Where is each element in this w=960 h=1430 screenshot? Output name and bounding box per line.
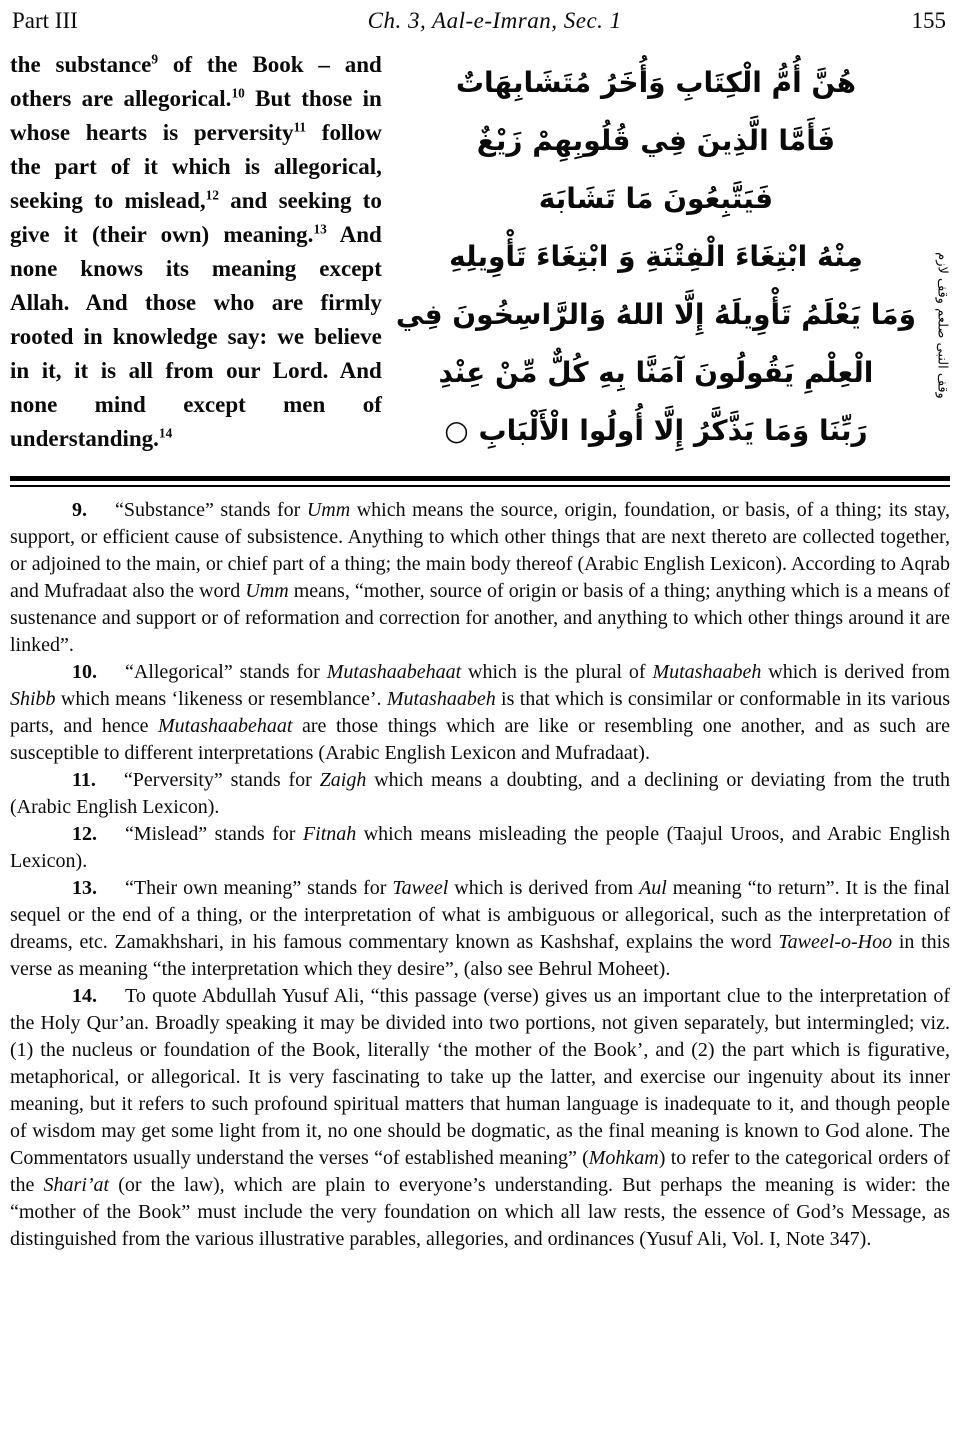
- text-run: which means a doubting, and a declining or deviating from the truth (Arabic English Lexicon).: [10, 769, 951, 818]
- text-run: the substance: [10, 52, 152, 77]
- text-run: “Allegorical” stands for: [125, 661, 327, 683]
- text-run: But those in whose hearts is perversity: [10, 86, 382, 145]
- transliterated-term: Mutashaabehaat: [326, 661, 462, 683]
- text-run: “Perversity” stands for: [123, 769, 320, 791]
- text-run: And none knows its meaning except Allah. And those who are firmly rooted in knowledge say: we believe in it, it is all from our Lord. And none mind except men of understanding.: [10, 222, 382, 451]
- footnote-ref: 13: [313, 221, 327, 237]
- text-run: is that which is consimilar or conformable in its various parts, and hence: [10, 688, 951, 737]
- footnote-number: 13.: [72, 877, 97, 899]
- footnote: [10, 983, 950, 1253]
- arabic-column: [382, 40, 950, 460]
- arabic-line: هُنَّ أُمُّ الْكِتَابِ وَأُخَرُ مُتَشَابِهَاتٌ: [455, 66, 857, 99]
- part-label: Part III: [12, 8, 78, 33]
- arabic-line: رَبِّنَا وَمَا يَذَّكَّرُ إِلَّا أُولُوا الْأَلْبَابِ ○: [444, 414, 868, 447]
- transliterated-term: Umm: [306, 499, 351, 521]
- footnote-ref: 14: [158, 425, 173, 441]
- text-run: which means ‘likeness or resemblance’.: [55, 688, 387, 710]
- section-divider: [10, 476, 950, 487]
- text-run: of the Book – and others are allegorical.: [10, 52, 382, 111]
- transliterated-term: Aul: [639, 877, 667, 899]
- footnote-number: 11.: [72, 769, 96, 791]
- text-run: and seeking to give it (their own) meaning.: [10, 188, 382, 247]
- footnote-ref: 11: [293, 119, 307, 135]
- transliterated-term: Taweel-o-Hoo: [778, 931, 893, 953]
- footnote: [10, 659, 950, 767]
- text-run: in this verse as meaning “the interpretation which they desire”, (also see Behrul Moheet).: [10, 931, 951, 980]
- translation-paragraph: [10, 40, 382, 460]
- text-run: are those things which are like or resembling one another, and as such are susceptible to different interpretations (Arabic English Lexicon and Mufradaat).: [10, 715, 951, 764]
- chapter-title: Ch. 3, Aal-e-Imran, Sec. 1: [367, 8, 622, 33]
- text-run: which is derived from: [761, 661, 950, 683]
- text-run: meaning “to return”. It is the final sequel or the end of a thing, or the interpretation of what is ambiguous or allegorical, such as the interpretation of dreams, etc. Zamakhshari, in his famous commentary known as Kashshaf, explains the word: [10, 877, 950, 953]
- footnote-number: 10.: [72, 661, 97, 683]
- transliterated-term: Fitnah: [302, 823, 357, 845]
- footnote: [10, 875, 950, 983]
- text-run: which means the source, origin, foundation, or basis, of a thing; its stay, support, or efficient cause of subsistence. Anything to which other things that are next thereto are collected together, or adjoined to the main, or chief part of a thing; the main body thereof (Arabic English Lexicon). According to Aqrab and Mufradaat also the word: [10, 499, 950, 602]
- text-run: which is the plural of: [461, 661, 653, 683]
- verse-section: [10, 40, 950, 460]
- text-run: which is derived from: [448, 877, 640, 899]
- transliterated-term: Mutashaabeh: [386, 688, 496, 710]
- text-run: which means misleading the people (Taajul Uroos, and Arabic English Lexicon).: [10, 823, 950, 872]
- transliterated-term: Mutashaabeh: [652, 661, 762, 683]
- transliterated-term: Mutashaabehaat: [158, 715, 293, 737]
- transliterated-term: Zaigh: [319, 769, 367, 791]
- footnote-number: 9.: [72, 499, 87, 521]
- text-run: “Mislead” stands for: [125, 823, 303, 845]
- text-run: means, “mother, source of origin or basis of a thing; anything which is a means of sustenance and support or of reformation and correction for another, and anything to which other things around it are linked”.: [10, 580, 951, 656]
- footnote: [10, 497, 950, 659]
- transliterated-term: Mohkam: [588, 1147, 659, 1169]
- text-run: To quote Abdullah Yusuf Ali, “this passage (verse) gives us an important clue to the interpretation of the Holy Qur’an. Broadly speaking it may be divided into two portions, not given separately, but intermingled; viz. (1) the nucleus or foundation of the Book, literally ‘the mother of the Book’, and (2) the part which is figurative, metaphorical, or allegorical. It is very fascinating to take up the latter, and exercise our ingenuity about its inner meaning, but it refers to such profound spiritual matters that human language is inadequate to it, and though people of wisdom may get some light from it, no one should be dogmatic, as the final meaning is known to God alone. The Commentators usually understand the verses “of established meaning” (: [10, 985, 950, 1169]
- arabic-line: الْعِلْمِ يَقُولُونَ آمَنَّا بِهِ كُلٌّ مِّنْ عِنْدِ: [438, 356, 874, 389]
- arabic-line: وَمَا يَعْلَمُ تَأْوِيلَهُ إِلَّا اللهُ وَالرَّاسِخُونَ فِي: [395, 298, 916, 331]
- footnote-number: 14.: [72, 985, 97, 1007]
- text-run: follow the part of it which is allegorical, seeking to mislead,: [10, 120, 382, 213]
- footnote-number: 12.: [72, 823, 97, 845]
- marginal-waqf-note: وقف النبى صلعم وقف لازم: [934, 252, 950, 399]
- footnote-ref: 12: [205, 187, 219, 203]
- arabic-line: مِنْهُ ابْتِغَاءَ الْفِتْنَةِ وَ ابْتِغَاءَ تَأْوِيلِهِ: [449, 240, 863, 273]
- transliterated-term: Shari’at: [43, 1174, 110, 1196]
- transliterated-term: Umm: [245, 580, 289, 602]
- footnote-ref: 9: [151, 51, 159, 67]
- footnote: [10, 767, 950, 821]
- text-run: “Substance” stands for: [115, 499, 307, 521]
- transliterated-term: Shibb: [10, 688, 56, 710]
- text-run: ) to refer to the categorical orders of the: [10, 1147, 951, 1196]
- arabic-line: فَأَمَّا الَّذِينَ فِي قُلُوبِهِمْ زَيْغٌ: [476, 124, 836, 157]
- footnotes: [10, 497, 950, 1253]
- footnote: [10, 821, 950, 875]
- text-run: (or the law), which are plain to everyone’s understanding. But perhaps the meaning is wider: the “mother of the Book” must include the very foundation on which all law rests, the essence of God’s Message, as distinguished from the various illustrative parables, allegories, and ordinances (Yusuf Ali, Vol. I, Note 347).: [10, 1174, 950, 1250]
- transliterated-term: Taweel: [392, 877, 449, 899]
- page-header: [10, 6, 950, 40]
- text-run: “Their own meaning” stands for: [125, 877, 393, 899]
- footnote-ref: 10: [231, 85, 245, 101]
- arabic-verse: [396, 54, 916, 460]
- page-number: 155: [911, 8, 946, 33]
- arabic-line: فَيَتَّبِعُونَ مَا تَشَابَهَ: [538, 182, 774, 215]
